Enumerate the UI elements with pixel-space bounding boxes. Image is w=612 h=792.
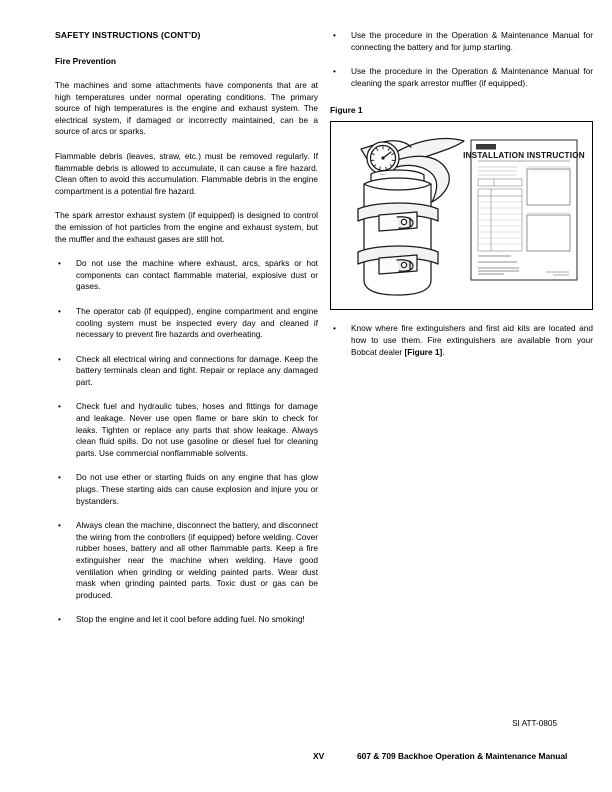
figure-reference: [Figure 1] — [404, 346, 443, 357]
bullet-icon: • — [333, 66, 336, 77]
figure-illustration — [331, 122, 592, 309]
list-item-text: The operator cab (if equipped), engine compartment and engine cooling system must be inspected every day and cleaned if necessary to prevent fire hazards and overheating. — [76, 305, 318, 340]
list-item-text-prefix: Know where fire extinguishers and first aid kits are located and how to use them. Fire extinguishers are available from your Bobcat dealer — [351, 323, 593, 357]
extinguisher-bullet-list — [330, 323, 593, 358]
paragraph: Flammable debris (leaves, straw, etc.) must be removed regularly. If flammable debris is allowed to accumulate, it can cause a fire hazard. Clean often to avoid this accumulation. Flammable debris in the engine compartment is a potential fire hazard. — [55, 150, 318, 196]
document-code: SI ATT-0805 — [512, 719, 557, 728]
list-item — [55, 306, 318, 341]
page-footer — [55, 751, 568, 767]
installation-instruction-sheet-icon — [471, 140, 577, 280]
list-item — [55, 472, 318, 507]
fire-extinguisher-icon — [358, 139, 464, 295]
list-item-text: Use the procedure in the Operation & Maintenance Manual for connecting the battery and for jump starting. — [351, 30, 593, 52]
bullet-icon: • — [58, 614, 61, 625]
bullet-icon: • — [333, 323, 336, 334]
list-item-text: Stop the engine and let it cool before adding fuel. No smoking! — [76, 614, 305, 625]
bullet-icon: • — [333, 30, 336, 40]
bullet-icon: • — [58, 353, 61, 364]
list-item — [55, 401, 318, 459]
sheet-title-text: INSTALLATION INSTRUCTION — [463, 151, 585, 161]
subsection-title: Fire Prevention — [55, 56, 116, 66]
right-column — [330, 30, 593, 358]
paragraph: The machines and some attachments have components that are at high temperatures under normal operating conditions. The primary source of high temperatures is the engine and exhaust system. The electrical system, if damaged or incorrectly maintained, can be a source of arcs or sparks. — [55, 80, 318, 137]
list-item-text: Use the procedure in the Operation & Maintenance Manual for cleaning the spark arrestor muffler (if equipped). — [351, 66, 593, 88]
left-column — [55, 30, 318, 626]
page-number: XV — [313, 751, 325, 761]
list-item — [55, 520, 318, 601]
list-item — [55, 258, 318, 293]
list-item-text: Always clean the machine, disconnect the battery, and disconnect the wiring from the controllers (if equipped) before welding. Cover rubber hoses, battery and all other flammable parts. Keep a fire extinguisher near the machine when welding. Have good ventilation when grinding or welding painted parts. Wear dust mask when grinding painted parts. Toxic dust or gas can be produced. — [76, 520, 318, 600]
list-item — [55, 354, 318, 389]
list-item-text: Do not use ether or starting fluids on any engine that has glow plugs. These starting aids can cause explosion and injure you or bystanders. — [76, 472, 318, 506]
bullet-icon: • — [58, 401, 61, 412]
list-item-text-suffix: . — [442, 346, 445, 357]
list-item — [330, 66, 593, 89]
bullet-icon: • — [58, 258, 61, 269]
page-title: SAFETY INSTRUCTIONS (CONT'D) — [55, 30, 201, 40]
bullet-icon: • — [58, 305, 61, 316]
paragraph: The spark arrestor exhaust system (if equipped) is designed to control the emission of hot particles from the engine and exhaust system, but the muffler and the exhaust gases are still hot. — [55, 210, 318, 244]
list-item — [330, 323, 593, 358]
list-item-text: Check fuel and hydraulic tubes, hoses and fittings for damage and leakage. Never use open flame or bare skin to check for leaks. Tighten or replace any parts that show leakage. Always clean fluid spills. Do not use gasoline or diesel fuel for cleaning parts. Use commercial nonflammable solvents. — [76, 401, 318, 458]
list-item-text: Do not use the machine where exhaust, arcs, sparks or hot components can contact flammable material, explosive dust or gases. — [76, 258, 318, 292]
bullet-icon: • — [58, 520, 61, 531]
list-item — [330, 30, 593, 53]
manual-title: 607 & 709 Backhoe Operation & Maintenance Manual — [357, 751, 568, 761]
list-item-text: Check all electrical wiring and connections for damage. Keep the battery terminals clean and tight. Repair or replace any damaged part. — [76, 353, 318, 387]
procedure-bullet-list — [330, 30, 593, 89]
safety-bullet-list — [55, 258, 318, 626]
list-item-text — [351, 323, 593, 356]
figure-1-image — [330, 121, 593, 310]
list-item — [55, 614, 318, 626]
bullet-icon: • — [58, 472, 61, 483]
figure-caption: Figure 1 — [330, 105, 363, 116]
